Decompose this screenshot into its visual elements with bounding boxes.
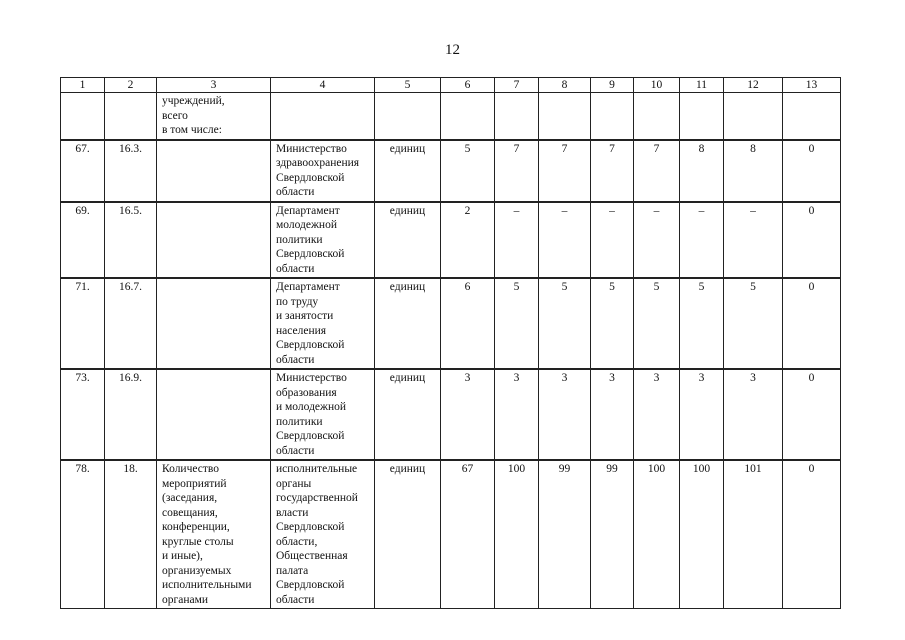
column-numbers-row: [61, 78, 841, 93]
value-cell: 5: [441, 140, 495, 202]
unit: единиц: [375, 278, 441, 369]
value-cell: 5: [724, 278, 783, 369]
column-number: 10: [634, 78, 680, 93]
value-cell: 5: [539, 278, 591, 369]
table-row: [61, 202, 841, 279]
value-cell: 3: [441, 369, 495, 460]
value-cell: –: [634, 202, 680, 279]
row-number: 73.: [61, 369, 105, 460]
value-cell: 5: [680, 278, 724, 369]
value-cell: 5: [495, 278, 539, 369]
indicator-name: [157, 369, 271, 460]
value-cell: 0: [783, 278, 841, 369]
item-code: 16.5.: [105, 202, 157, 279]
item-code: 16.9.: [105, 369, 157, 460]
table-row: [61, 369, 841, 460]
value-cell: 7: [591, 140, 634, 202]
executor: Департамент по труду и занятости населения Свердловской области: [271, 278, 375, 369]
indicator-name: Количество мероприятий (заседания, совещания, конференции, круглые столы и иные), организуемых исполнительными органами: [157, 460, 271, 609]
column-number: 3: [157, 78, 271, 93]
column-number: 7: [495, 78, 539, 93]
value-cell: 0: [783, 140, 841, 202]
value-cell: 3: [724, 369, 783, 460]
indicator-name: учреждений, всего в том числе:: [157, 93, 271, 140]
row-number: 78.: [61, 460, 105, 609]
value-cell: 100: [495, 460, 539, 609]
value-cell: 2: [441, 202, 495, 279]
value-cell: 7: [495, 140, 539, 202]
item-code: 16.7.: [105, 278, 157, 369]
row-number: 67.: [61, 140, 105, 202]
table-row: [61, 460, 841, 609]
value-cell: 6: [441, 278, 495, 369]
continuation-row: [61, 93, 841, 140]
column-number: 9: [591, 78, 634, 93]
executor: исполнительные органы государственной власти Свердловской области, Общественная палата Свердловской области: [271, 460, 375, 609]
executor: Министерство образования и молодежной политики Свердловской области: [271, 369, 375, 460]
table-row: [61, 140, 841, 202]
indicators-table: [60, 77, 841, 609]
column-number: 4: [271, 78, 375, 93]
value-cell: 5: [591, 278, 634, 369]
value-cell: 99: [539, 460, 591, 609]
value-cell: –: [539, 202, 591, 279]
item-code: 18.: [105, 460, 157, 609]
value-cell: 5: [634, 278, 680, 369]
row-number: 69.: [61, 202, 105, 279]
column-number: 12: [724, 78, 783, 93]
row-number: 71.: [61, 278, 105, 369]
value-cell: 101: [724, 460, 783, 609]
unit: единиц: [375, 460, 441, 609]
item-code: 16.3.: [105, 140, 157, 202]
column-number: 13: [783, 78, 841, 93]
value-cell: 3: [591, 369, 634, 460]
value-cell: 100: [634, 460, 680, 609]
value-cell: 3: [539, 369, 591, 460]
column-number: 1: [61, 78, 105, 93]
value-cell: 100: [680, 460, 724, 609]
value-cell: –: [680, 202, 724, 279]
unit: единиц: [375, 369, 441, 460]
value-cell: –: [495, 202, 539, 279]
value-cell: 7: [634, 140, 680, 202]
column-number: 6: [441, 78, 495, 93]
value-cell: 8: [724, 140, 783, 202]
column-number: 8: [539, 78, 591, 93]
executor: Министерство здравоохранения Свердловской области: [271, 140, 375, 202]
value-cell: 7: [539, 140, 591, 202]
indicator-name: [157, 278, 271, 369]
value-cell: –: [591, 202, 634, 279]
value-cell: 3: [634, 369, 680, 460]
value-cell: 0: [783, 460, 841, 609]
indicator-name: [157, 140, 271, 202]
page-number: 12: [445, 42, 460, 58]
column-number: 5: [375, 78, 441, 93]
unit: единиц: [375, 202, 441, 279]
value-cell: 3: [680, 369, 724, 460]
executor: Департамент молодежной политики Свердловской области: [271, 202, 375, 279]
value-cell: 0: [783, 369, 841, 460]
table-row: [61, 278, 841, 369]
unit: единиц: [375, 140, 441, 202]
value-cell: 3: [495, 369, 539, 460]
value-cell: 67: [441, 460, 495, 609]
value-cell: 99: [591, 460, 634, 609]
value-cell: 8: [680, 140, 724, 202]
column-number: 11: [680, 78, 724, 93]
indicator-name: [157, 202, 271, 279]
column-number: 2: [105, 78, 157, 93]
value-cell: –: [724, 202, 783, 279]
value-cell: 0: [783, 202, 841, 279]
